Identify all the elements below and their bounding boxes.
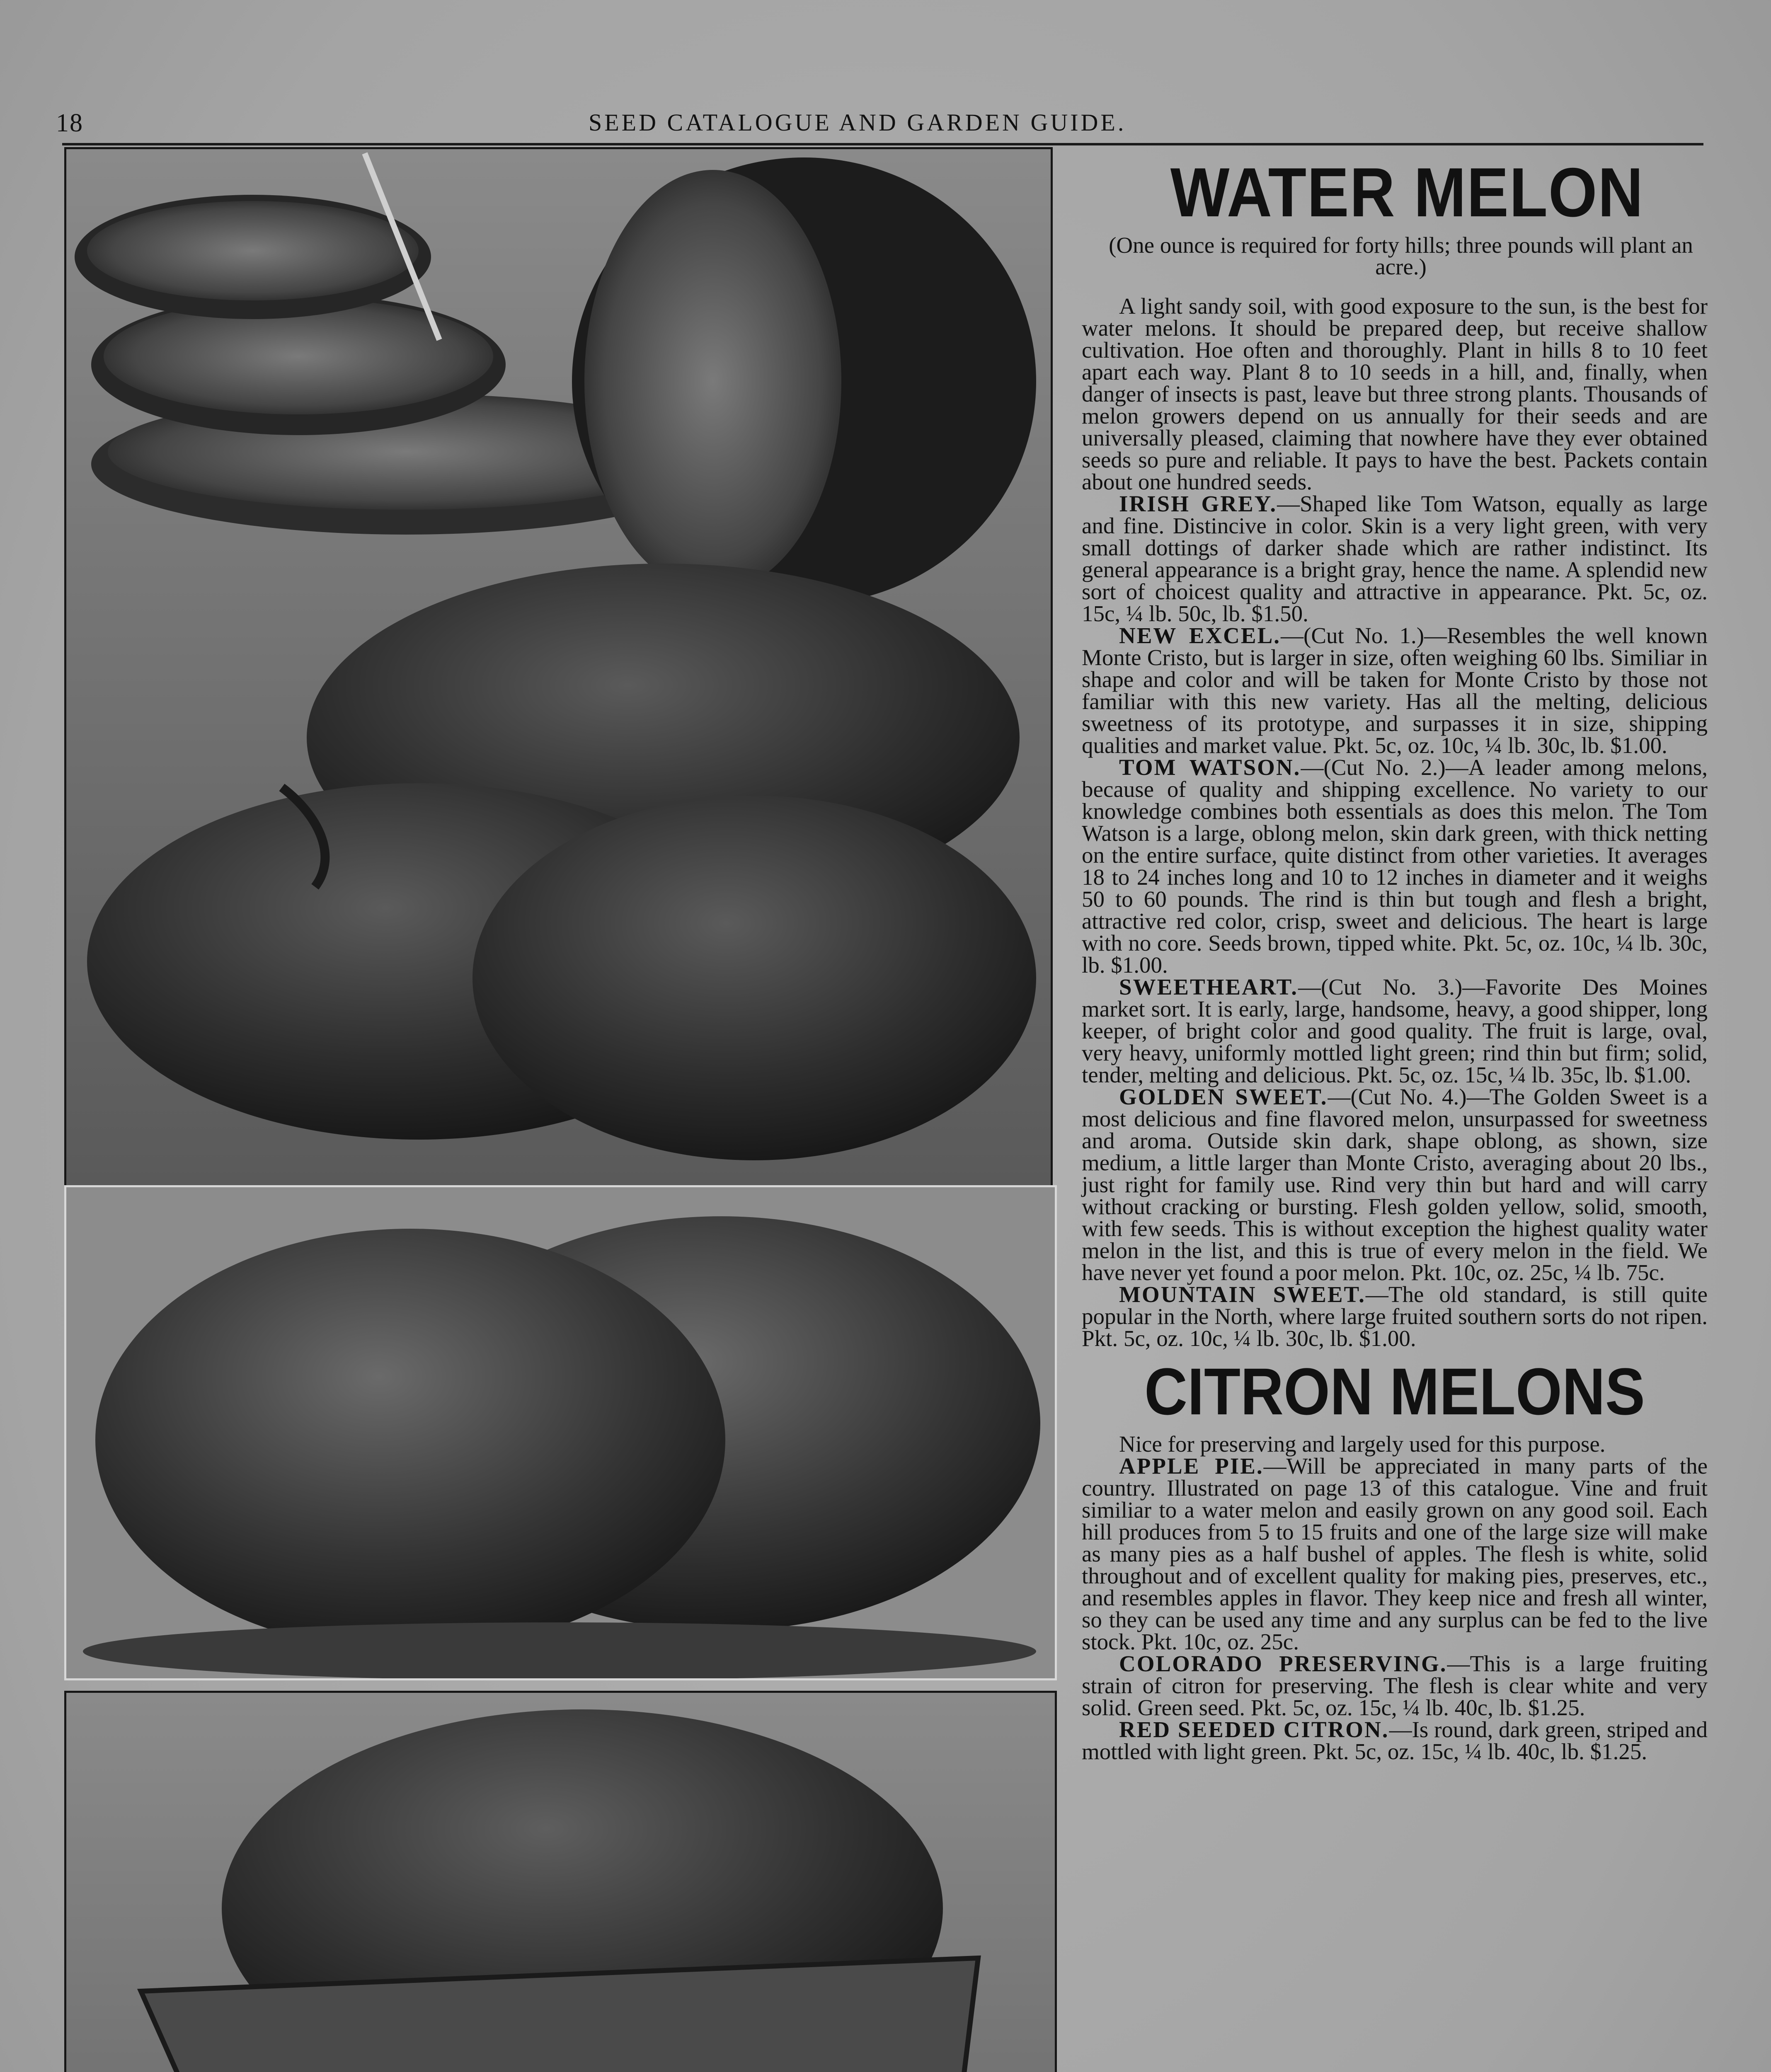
variety-red-seeded-citron	[1082, 1719, 1708, 1762]
variety-name: COLORADO PRESERVING.	[1119, 1651, 1447, 1676]
variety-golden-sweet	[1082, 1086, 1708, 1283]
water-melon-body: A light sandy soil, with good exposure to the sun, is the best for water melons. It should be prepared deep, but receive shallow cultivation. Hoe often and thoroughly. Plant in hills 8 to 10 feet apart each way. Plant 8 to 10 seeds in a hill, and, finally, when danger of insects is past, leave but three strong plants. Thousands of melon growers depend on us annually for their seeds and are universally pleased, claiming that nowhere have they ever obtained seeds so pure and reliable. It pays to have the best. Packets contain about one hundred seeds.	[1082, 293, 1708, 494]
photo-golden-sweet	[64, 1691, 1057, 2072]
variety-description: —(Cut No. 4.)—The Golden Sweet is a most delicious and fine flavored melon, unsurpassed for sweetness and aroma. Outside skin dark, shape oblong, as shown, size medium, a little larger than Monte Cristo, averaging about 20 lbs., just right for family use. Rind very thin but hard and will carry without cracking or bursting. Flesh golden yellow, solid, smooth, with few seeds. This is without exception the highest quality water melon in the list, and this is true of every melon in the field. We have never yet found a poor melon. Pkt. 10c, oz. 25c, ¼ lb. 75c.	[1082, 1084, 1708, 1285]
variety-name: IRISH GREY.	[1119, 491, 1277, 516]
melon-illustration-middle	[66, 1187, 1055, 1678]
variety-name: NEW EXCEL.	[1119, 623, 1281, 648]
variety-description: —(Cut No. 1.)—Resembles the well known Monte Cristo, but is larger in size, often weighing 60 lbs. Similiar in shape and color and will be taken for Monte Cristo by those not familiar with this new variety. Has all the melting, delicious sweetness of its prototype, and surpasses it in size, shipping qualities and market value. Pkt. 5c, oz. 10c, ¼ lb. 30c, lb. $1.00.	[1082, 623, 1708, 758]
variety-description: —The old standard, is still quite popular in the North, where large fruited southern sorts do not ripen. Pkt. 5c, oz. 10c, ¼ lb. 30c, lb. $1.00.	[1082, 1282, 1708, 1351]
water-melon-heading: WATER MELON	[1170, 153, 1644, 231]
variety-description: —Will be appreciated in many parts of the country. Illustrated on page 13 of this catalogue. Vine and fruit similiar to a water melon and easily grown on any good soil. Each hill produces from 5 to 15 fruits and one of the large size will make as many pies as a half bushel of apples. The flesh is white, solid throughout and of excellent quality for making pies, preserves, etc., and resembles apples in flavor. They keep nice and fresh all winter, so they can be used any time and any surplus can be fed to the live stock. Pkt. 10c, oz. 25c.	[1082, 1453, 1708, 1654]
variety-name: APPLE PIE.	[1119, 1453, 1264, 1479]
page-number: 18	[56, 109, 83, 137]
variety-sweetheart	[1082, 976, 1708, 1086]
variety-mountain-sweet	[1082, 1283, 1708, 1349]
text-column	[1082, 149, 1708, 1762]
variety-description: —This is a large fruiting strain of citron for preserving. The flesh is clear white and very solid. Green seed. Pkt. 5c, oz. 15c, ¼ lb. 40c, lb. $1.25.	[1082, 1651, 1708, 1720]
photo-excel-tom-watson	[64, 147, 1053, 1187]
water-melon-intro: (One ounce is required for forty hills; three pounds will plant an acre.)	[1109, 232, 1693, 279]
variety-description: —Is round, dark green, striped and mottled with light green. Pkt. 5c, oz. 15c, ¼ lb. 40c, lb. $1.25.	[1082, 1717, 1708, 1764]
variety-colorado-preserving	[1082, 1653, 1708, 1719]
variety-name: MOUNTAIN SWEET.	[1119, 1282, 1366, 1307]
variety-name: RED SEEDED CITRON.	[1119, 1717, 1389, 1742]
citron-intro: Nice for preserving and largely used for this purpose.	[1119, 1431, 1606, 1457]
citron-heading: CITRON MELONS	[1144, 1354, 1645, 1428]
variety-description: —Shaped like Tom Watson, equally as large and fine. Distincive in color. Skin is a very light green, with very small dottings of darker shade which are rather indistinct. Its general appearance is a bright gray, hence the name. A splendid new sort of choicest quality and attractive in appearance. Pkt. 5c, oz. 15c, ¼ lb. 50c, lb. $1.50.	[1082, 491, 1708, 626]
variety-tom-watson	[1082, 756, 1708, 976]
variety-description: —(Cut No. 2.)—A leader among melons, because of quality and shipping excellence. No variety to our knowledge combines both essentials as does this melon. The Tom Watson is a large, oblong melon, skin dark green, with thick netting on the entire surface, quite distinct from other varieties. It averages 18 to 24 inches long and 10 to 12 inches in diameter and it weighs 50 to 60 pounds. The rind is thin but tough and flesh a bright, attractive red color, crisp, sweet and delicious. The heart is large with no core. Seeds brown, tipped white. Pkt. 5c, oz. 10c, ¼ lb. 30c, lb. $1.00.	[1082, 755, 1708, 978]
header-rule	[62, 143, 1703, 145]
variety-irish-grey	[1082, 493, 1708, 625]
variety-description: —(Cut No. 3.)—Favorite Des Moines market sort. It is early, large, handsome, heavy, a good shipper, long keeper, of bright color and good quality. The fruit is large, oval, very heavy, uniformly mottled light green; rind thin but firm; solid, tender, melting and delicious. Pkt. 5c, oz. 15c, ¼ lb. 35c, lb. $1.00.	[1082, 974, 1708, 1087]
running-title: SEED CATALOGUE AND GARDEN GUIDE.	[589, 109, 1127, 136]
photo-sweetheart	[64, 1185, 1057, 1680]
variety-new-excel	[1082, 625, 1708, 756]
variety-name: TOM WATSON.	[1119, 755, 1301, 780]
variety-name: SWEETHEART.	[1119, 974, 1298, 1000]
variety-name: GOLDEN SWEET.	[1119, 1084, 1328, 1109]
melon-illustration-top	[66, 149, 1051, 1185]
variety-apple-pie	[1082, 1455, 1708, 1653]
melon-illustration-bottom	[66, 1693, 1055, 2072]
